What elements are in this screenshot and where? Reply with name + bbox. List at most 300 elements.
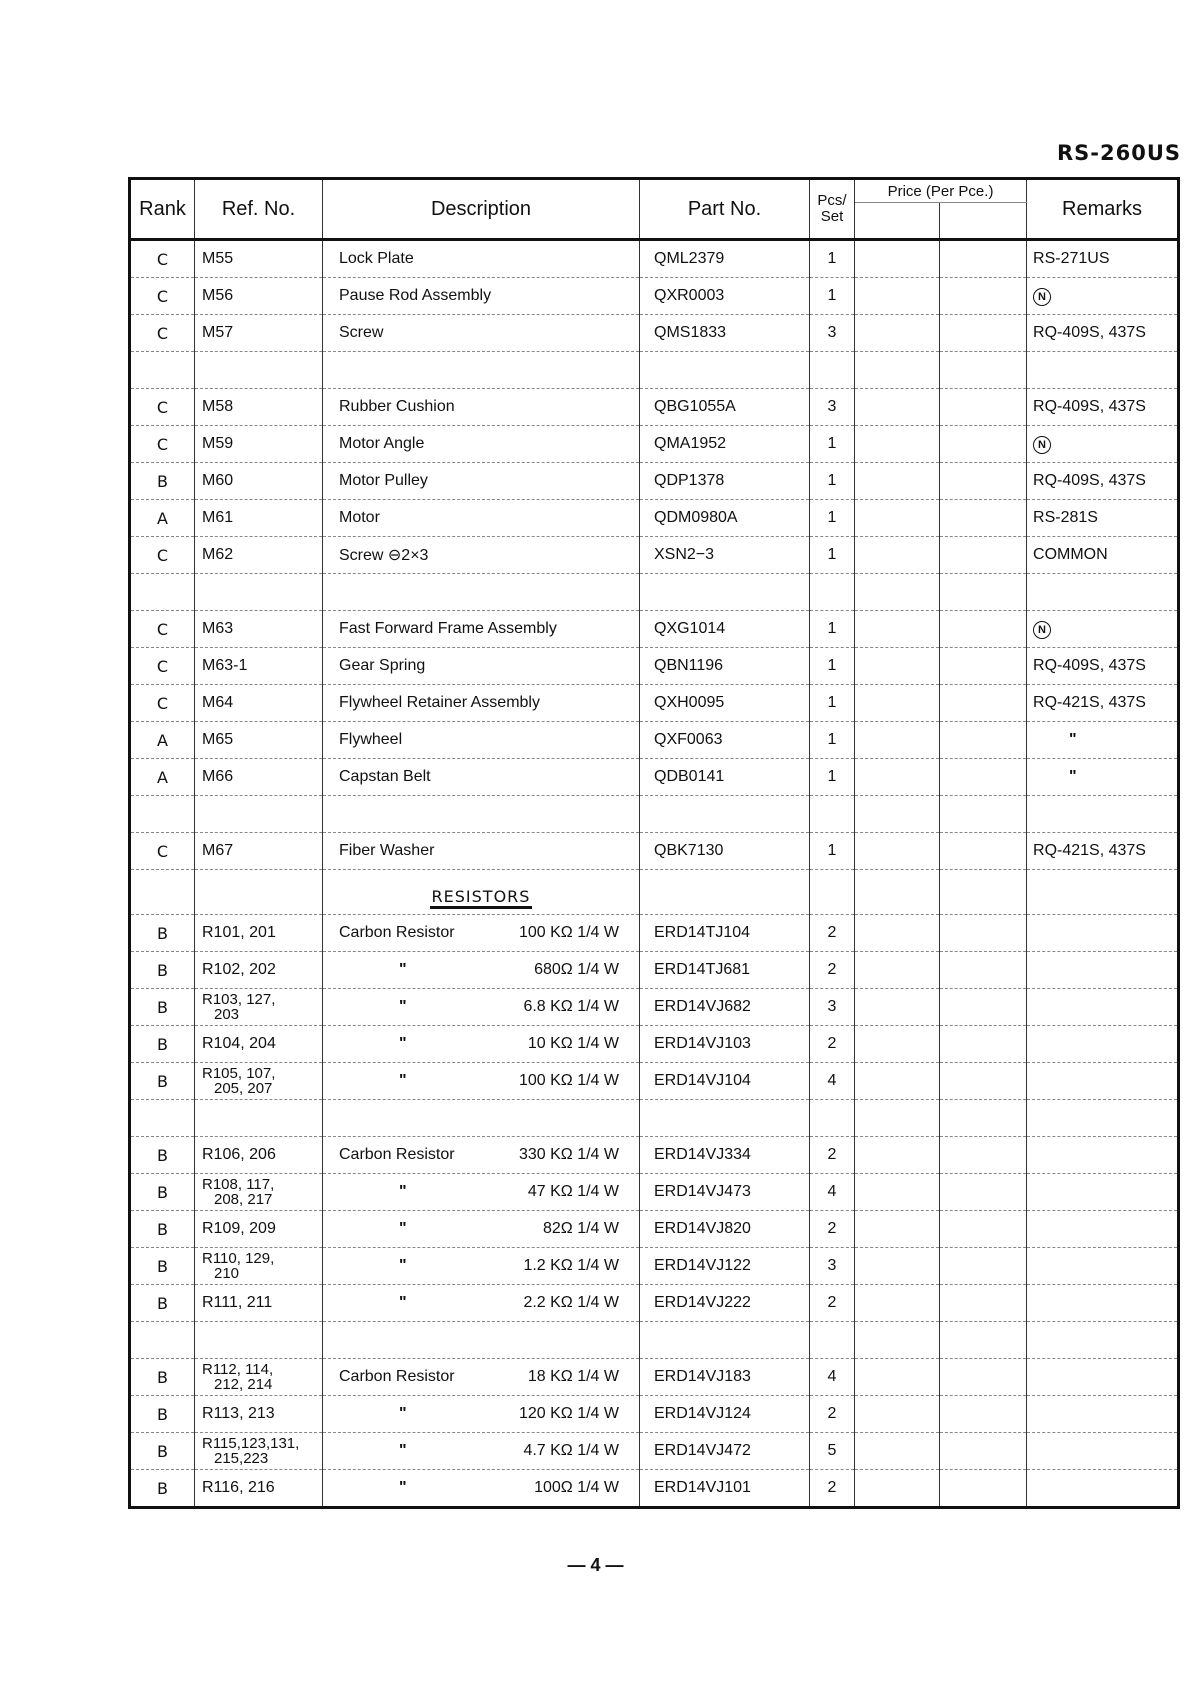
remarks-text: RQ-421S, 437S xyxy=(1033,694,1146,711)
resistor-value: 2.2 KΩ 1/4 W xyxy=(523,1294,619,1311)
blank-row xyxy=(130,1100,1179,1137)
blank-cell xyxy=(130,870,195,915)
pcs-cell: 2 xyxy=(810,1285,855,1322)
table-row xyxy=(130,685,1179,722)
blank-cell xyxy=(640,870,810,915)
blank-cell xyxy=(323,796,640,833)
section-title xyxy=(323,870,640,915)
ref-no-cell xyxy=(195,833,323,870)
remarks-text: RQ-409S, 437S xyxy=(1033,398,1146,415)
ref-no-line: R116, 216 xyxy=(202,1479,275,1496)
ref-no-line: R101, 201 xyxy=(202,924,276,941)
description-text: Flywheel xyxy=(339,731,403,748)
header-price-col-1 xyxy=(855,203,940,240)
price-cell xyxy=(940,1137,1027,1174)
remarks-cell xyxy=(1027,1433,1179,1470)
description-cell xyxy=(323,1285,640,1322)
blank-row xyxy=(130,352,1179,389)
description-cell xyxy=(323,315,640,352)
resistor-value: 82Ω 1/4 W xyxy=(543,1220,619,1237)
description-cell xyxy=(323,389,640,426)
remarks-cell xyxy=(1027,389,1179,426)
part-no-cell: QBK7130 xyxy=(640,833,810,870)
ref-no-cell xyxy=(195,1137,323,1174)
new-part-mark: N xyxy=(1033,621,1051,639)
part-no-cell: QMS1833 xyxy=(640,315,810,352)
remarks-cell xyxy=(1027,463,1179,500)
description-cell xyxy=(323,278,640,315)
price-cell xyxy=(940,463,1027,500)
price-cell xyxy=(940,315,1027,352)
description-text: Pause Rod Assembly xyxy=(339,287,492,304)
ref-no-cell xyxy=(195,500,323,537)
ref-no-line: R106, 206 xyxy=(202,1146,276,1163)
blank-cell xyxy=(940,796,1027,833)
price-cell xyxy=(940,1396,1027,1433)
ref-no-line: R115,123,131, xyxy=(202,1435,300,1452)
part-no-cell: QDM0980A xyxy=(640,500,810,537)
price-cell xyxy=(855,389,940,426)
pcs-cell: 2 xyxy=(810,1026,855,1063)
blank-cell xyxy=(855,1100,940,1137)
ref-no-cell xyxy=(195,240,323,278)
rank-cell: C xyxy=(130,426,195,463)
ref-no-cell xyxy=(195,611,323,648)
price-cell xyxy=(940,648,1027,685)
blank-cell xyxy=(640,796,810,833)
table-row xyxy=(130,611,1179,648)
pcs-cell: 2 xyxy=(810,1470,855,1508)
ref-no-cell xyxy=(195,463,323,500)
price-cell xyxy=(940,759,1027,796)
description-text: Rubber Cushion xyxy=(339,398,455,415)
description-cell xyxy=(323,1359,640,1396)
part-no-cell: QBG1055A xyxy=(640,389,810,426)
rank-cell: C xyxy=(130,685,195,722)
description-text: Fast Forward Frame Assembly xyxy=(339,620,557,637)
ref-no-cell xyxy=(195,1433,323,1470)
blank-cell xyxy=(130,796,195,833)
ref-no-cell xyxy=(195,1396,323,1433)
blank-cell xyxy=(810,870,855,915)
table-row xyxy=(130,952,1179,989)
table-row xyxy=(130,1248,1179,1285)
header-remarks: Remarks xyxy=(1027,179,1179,240)
table-row xyxy=(130,1063,1179,1100)
price-cell xyxy=(855,1026,940,1063)
blank-cell xyxy=(130,352,195,389)
price-cell xyxy=(855,722,940,759)
part-no-cell: ERD14VJ122 xyxy=(640,1248,810,1285)
table-row xyxy=(130,1433,1179,1470)
ref-no-line: M67 xyxy=(202,842,234,859)
blank-cell xyxy=(640,1100,810,1137)
blank-cell xyxy=(640,574,810,611)
blank-cell xyxy=(855,870,940,915)
price-cell xyxy=(855,240,940,278)
rank-cell: B xyxy=(130,989,195,1026)
description-cell xyxy=(323,1396,640,1433)
rank-cell: B xyxy=(130,1470,195,1508)
remarks-cell xyxy=(1027,952,1179,989)
description-cell xyxy=(323,426,640,463)
blank-cell xyxy=(195,574,323,611)
price-cell xyxy=(940,500,1027,537)
ref-no-cell xyxy=(195,989,323,1026)
description-text: " xyxy=(399,1442,407,1459)
description-text: " xyxy=(399,1035,407,1052)
price-cell xyxy=(855,759,940,796)
table-row xyxy=(130,1359,1179,1396)
remarks-text: RQ-409S, 437S xyxy=(1033,472,1146,489)
blank-cell xyxy=(855,352,940,389)
price-cell xyxy=(855,1063,940,1100)
part-no-cell: ERD14VJ473 xyxy=(640,1174,810,1211)
ref-no-cell xyxy=(195,952,323,989)
rank-cell: B xyxy=(130,1248,195,1285)
blank-cell xyxy=(810,352,855,389)
resistor-value: 120 KΩ 1/4 W xyxy=(518,1405,619,1422)
description-text: Screw ⊖2×3 xyxy=(339,547,429,564)
price-cell xyxy=(855,463,940,500)
blank-cell xyxy=(940,352,1027,389)
remarks-cell xyxy=(1027,1174,1179,1211)
price-cell xyxy=(940,1211,1027,1248)
blank-cell xyxy=(810,796,855,833)
price-cell xyxy=(940,833,1027,870)
ref-no-line: R111, 211 xyxy=(202,1294,273,1311)
description-cell xyxy=(323,1063,640,1100)
part-no-cell: ERD14VJ104 xyxy=(640,1063,810,1100)
pcs-cell: 1 xyxy=(810,500,855,537)
description-cell xyxy=(323,722,640,759)
pcs-cell: 4 xyxy=(810,1359,855,1396)
description-text: " xyxy=(399,1220,407,1237)
rank-cell: C xyxy=(130,537,195,574)
table-row xyxy=(130,1026,1179,1063)
ref-no-cell xyxy=(195,915,323,952)
pcs-cell: 4 xyxy=(810,1063,855,1100)
blank-cell xyxy=(195,870,323,915)
part-no-cell: ERD14TJ681 xyxy=(640,952,810,989)
remarks-cell xyxy=(1027,1026,1179,1063)
description-cell xyxy=(323,240,640,278)
header-rank: Rank xyxy=(130,179,195,240)
pcs-cell: 1 xyxy=(810,685,855,722)
resistor-value: 100 KΩ 1/4 W xyxy=(518,1072,619,1089)
blank-cell xyxy=(195,796,323,833)
price-cell xyxy=(855,1396,940,1433)
ref-no-cell xyxy=(195,1248,323,1285)
blank-cell xyxy=(323,1322,640,1359)
ref-no-cell xyxy=(195,1211,323,1248)
price-cell xyxy=(855,648,940,685)
price-cell xyxy=(940,1248,1027,1285)
ref-no-cell xyxy=(195,389,323,426)
remarks-cell xyxy=(1027,1470,1179,1508)
price-cell xyxy=(940,611,1027,648)
resistor-value: 6.8 KΩ 1/4 W xyxy=(523,998,619,1015)
pcs-cell: 1 xyxy=(810,648,855,685)
ref-no-cell xyxy=(195,685,323,722)
ref-no-line: M63 xyxy=(202,620,234,637)
blank-cell xyxy=(640,1322,810,1359)
rank-cell: C xyxy=(130,648,195,685)
page-number: — 4 — xyxy=(567,1555,624,1575)
price-cell xyxy=(940,685,1027,722)
ref-no-line: M61 xyxy=(202,509,234,526)
remarks-cell xyxy=(1027,278,1179,315)
blank-cell xyxy=(130,574,195,611)
header-pcs-set: Pcs/ Set xyxy=(810,179,855,240)
pcs-cell: 1 xyxy=(810,833,855,870)
table-row xyxy=(130,278,1179,315)
remarks-cell xyxy=(1027,315,1179,352)
ref-no-cell xyxy=(195,1470,323,1508)
blank-cell xyxy=(940,870,1027,915)
price-cell xyxy=(855,611,940,648)
remarks-text: RQ-421S, 437S xyxy=(1033,842,1146,859)
remarks-text: RS-271US xyxy=(1033,250,1110,267)
rank-cell: B xyxy=(130,1211,195,1248)
price-cell xyxy=(855,315,940,352)
rank-cell: B xyxy=(130,952,195,989)
blank-cell xyxy=(130,1322,195,1359)
part-no-cell: QXG1014 xyxy=(640,611,810,648)
blank-cell xyxy=(940,1100,1027,1137)
description-text: Fiber Washer xyxy=(339,842,435,859)
table-row xyxy=(130,240,1179,278)
header-price: Price (Per Pce.) xyxy=(855,179,1027,203)
remarks-cell xyxy=(1027,685,1179,722)
description-cell xyxy=(323,989,640,1026)
price-cell xyxy=(940,426,1027,463)
blank-row xyxy=(130,1322,1179,1359)
remarks-cell xyxy=(1027,833,1179,870)
ref-no-cell xyxy=(195,1026,323,1063)
table-row xyxy=(130,759,1179,796)
part-no-cell: ERD14VJ124 xyxy=(640,1396,810,1433)
price-cell xyxy=(940,915,1027,952)
table-row xyxy=(130,833,1179,870)
ref-no-line: 203 xyxy=(214,1006,240,1023)
table-row xyxy=(130,722,1179,759)
table-row xyxy=(130,463,1179,500)
description-text: " xyxy=(399,1294,407,1311)
ref-no-line: M62 xyxy=(202,546,234,563)
description-text: Flywheel Retainer Assembly xyxy=(339,694,540,711)
ref-no-cell xyxy=(195,426,323,463)
header-price-col-2 xyxy=(940,203,1027,240)
remarks-cell xyxy=(1027,648,1179,685)
rank-cell: B xyxy=(130,1026,195,1063)
header-description: Description xyxy=(323,179,640,240)
pcs-cell: 3 xyxy=(810,315,855,352)
blank-row xyxy=(130,574,1179,611)
table-row xyxy=(130,1211,1179,1248)
blank-cell xyxy=(323,574,640,611)
remarks-cell xyxy=(1027,722,1179,759)
table-row xyxy=(130,648,1179,685)
resistor-value: 10 KΩ 1/4 W xyxy=(527,1035,619,1052)
part-no-cell: ERD14TJ104 xyxy=(640,915,810,952)
blank-cell xyxy=(130,1100,195,1137)
ditto-mark: " xyxy=(1069,768,1077,785)
header-part-no: Part No. xyxy=(640,179,810,240)
ref-no-line: M64 xyxy=(202,694,234,711)
part-no-cell: ERD14VJ222 xyxy=(640,1285,810,1322)
blank-cell xyxy=(195,1322,323,1359)
part-no-cell: ERD14VJ101 xyxy=(640,1470,810,1508)
price-cell xyxy=(855,685,940,722)
ref-no-line: R113, 213 xyxy=(202,1405,275,1422)
price-cell xyxy=(940,989,1027,1026)
pcs-cell: 1 xyxy=(810,759,855,796)
ref-no-line: 212, 214 xyxy=(214,1376,273,1393)
part-no-cell: ERD14VJ103 xyxy=(640,1026,810,1063)
remarks-cell xyxy=(1027,1396,1179,1433)
description-cell xyxy=(323,915,640,952)
ref-no-cell xyxy=(195,722,323,759)
pcs-cell: 1 xyxy=(810,611,855,648)
price-cell xyxy=(940,1063,1027,1100)
remarks-cell xyxy=(1027,426,1179,463)
price-cell xyxy=(855,1248,940,1285)
part-no-cell: QXR0003 xyxy=(640,278,810,315)
ref-no-line: R108, 117, xyxy=(202,1176,275,1193)
resistor-value: 330 KΩ 1/4 W xyxy=(518,1146,619,1163)
description-cell xyxy=(323,685,640,722)
table-row xyxy=(130,500,1179,537)
ref-no-line: M60 xyxy=(202,472,234,489)
resistor-value: 18 KΩ 1/4 W xyxy=(527,1368,619,1385)
description-text: Motor Pulley xyxy=(339,472,428,489)
table-row xyxy=(130,315,1179,352)
pcs-cell: 1 xyxy=(810,722,855,759)
pcs-cell: 3 xyxy=(810,389,855,426)
remarks-cell xyxy=(1027,500,1179,537)
remarks-text: COMMON xyxy=(1033,546,1108,563)
blank-cell xyxy=(1027,870,1179,915)
pcs-cell: 2 xyxy=(810,1137,855,1174)
description-text: Screw xyxy=(339,324,384,341)
table-row xyxy=(130,1137,1179,1174)
part-no-cell: ERD14VJ183 xyxy=(640,1359,810,1396)
description-cell xyxy=(323,833,640,870)
blank-cell xyxy=(1027,796,1179,833)
ref-no-cell xyxy=(195,1285,323,1322)
blank-cell xyxy=(855,574,940,611)
pcs-cell: 3 xyxy=(810,1248,855,1285)
price-cell xyxy=(855,278,940,315)
rank-cell: B xyxy=(130,1433,195,1470)
remarks-text: RS-281S xyxy=(1033,509,1098,526)
price-cell xyxy=(855,1174,940,1211)
remarks-cell xyxy=(1027,537,1179,574)
description-text: Motor Angle xyxy=(339,435,425,452)
part-no-cell: QML2379 xyxy=(640,240,810,278)
price-cell xyxy=(855,1211,940,1248)
ref-no-cell xyxy=(195,1359,323,1396)
pcs-cell: 2 xyxy=(810,915,855,952)
ref-no-line: R104, 204 xyxy=(202,1035,276,1052)
description-text: " xyxy=(399,1257,407,1274)
rank-cell: B xyxy=(130,1137,195,1174)
blank-cell xyxy=(1027,1322,1179,1359)
blank-cell xyxy=(323,352,640,389)
description-cell xyxy=(323,759,640,796)
description-cell xyxy=(323,648,640,685)
ref-no-line: R110, 129, xyxy=(202,1250,275,1267)
table-row xyxy=(130,1174,1179,1211)
remarks-cell xyxy=(1027,240,1179,278)
new-part-mark: N xyxy=(1033,436,1051,454)
blank-cell xyxy=(855,1322,940,1359)
part-no-cell: QXH0095 xyxy=(640,685,810,722)
pcs-cell: 1 xyxy=(810,426,855,463)
ref-no-cell xyxy=(195,315,323,352)
description-cell xyxy=(323,1174,640,1211)
pcs-cell: 1 xyxy=(810,463,855,500)
resistor-value: 1.2 KΩ 1/4 W xyxy=(523,1257,619,1274)
blank-row xyxy=(130,796,1179,833)
description-text: Capstan Belt xyxy=(339,768,431,785)
table-row xyxy=(130,915,1179,952)
ref-no-line: M63-1 xyxy=(202,657,248,674)
table-row xyxy=(130,989,1179,1026)
description-text: " xyxy=(399,1183,407,1200)
blank-cell xyxy=(810,574,855,611)
remarks-cell xyxy=(1027,1359,1179,1396)
rank-cell: C xyxy=(130,389,195,426)
ref-no-line: M57 xyxy=(202,324,234,341)
description-cell xyxy=(323,1433,640,1470)
rank-cell: C xyxy=(130,240,195,278)
remarks-cell xyxy=(1027,1285,1179,1322)
pcs-cell: 1 xyxy=(810,278,855,315)
ref-no-line: R105, 107, xyxy=(202,1065,276,1082)
blank-cell xyxy=(940,574,1027,611)
blank-cell xyxy=(1027,574,1179,611)
table-row xyxy=(130,389,1179,426)
price-cell xyxy=(940,1026,1027,1063)
remarks-cell xyxy=(1027,611,1179,648)
part-no-cell: ERD14VJ682 xyxy=(640,989,810,1026)
table-row xyxy=(130,1285,1179,1322)
ref-no-line: R102, 202 xyxy=(202,961,276,978)
blank-cell xyxy=(195,352,323,389)
description-text: " xyxy=(399,1405,407,1422)
table-row xyxy=(130,426,1179,463)
price-cell xyxy=(855,833,940,870)
part-no-cell: ERD14VJ334 xyxy=(640,1137,810,1174)
resistor-value: 100 KΩ 1/4 W xyxy=(518,924,619,941)
rank-cell: A xyxy=(130,759,195,796)
pcs-cell: 2 xyxy=(810,952,855,989)
ref-no-cell xyxy=(195,1174,323,1211)
rank-cell: B xyxy=(130,463,195,500)
rank-cell: B xyxy=(130,915,195,952)
description-cell xyxy=(323,1470,640,1508)
description-text: " xyxy=(399,998,407,1015)
ref-no-cell xyxy=(195,1063,323,1100)
price-cell xyxy=(940,722,1027,759)
price-cell xyxy=(855,1470,940,1508)
price-cell xyxy=(855,1359,940,1396)
rank-cell: B xyxy=(130,1063,195,1100)
remarks-cell xyxy=(1027,1137,1179,1174)
table-row xyxy=(130,1470,1179,1508)
